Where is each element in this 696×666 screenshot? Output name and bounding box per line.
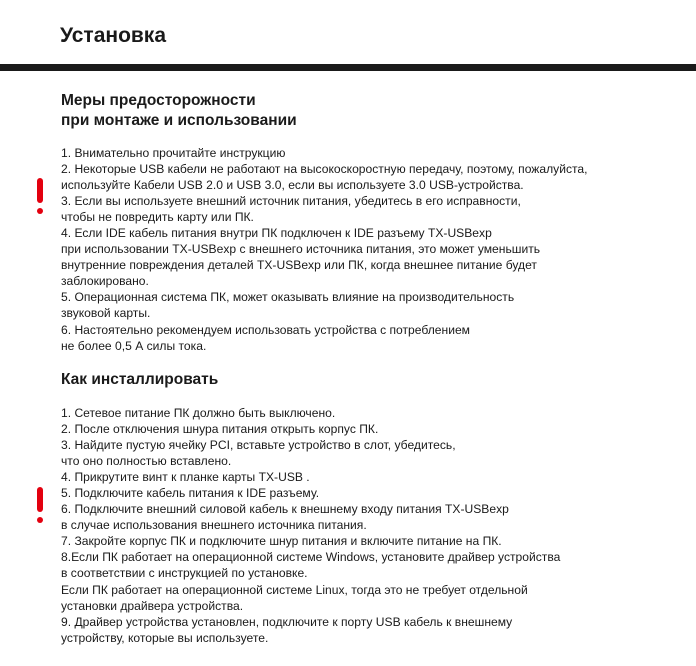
exclamation-dot [37,208,43,214]
list-item: 6. Подключите внешний силовой кабель к внешнему входу питания TX-USBexp [61,502,509,517]
list-item: 7. Закройте корпус ПК и подключите шнур питания и включите питание на ПК. [61,534,502,549]
list-item: 4. Если IDE кабель питания внутри ПК подключен к IDE разъему TX-USBexp [61,226,492,241]
exclamation-dot [37,517,43,523]
list-item: 2. После отключения шнура питания открыть корпус ПК. [61,422,379,437]
page-title: Установка [60,24,166,47]
exclamation-bar [37,178,43,203]
list-item: устройству, которые вы используете. [61,630,269,645]
precautions-list [61,145,588,354]
exclamation-bar [37,487,43,512]
list-item: 3. Если вы используете внешний источник питания, убедитесь в его исправности, [61,194,521,209]
list-item: в соответствии с инструкцией по установке. [61,566,308,581]
list-item: что оно полностью вставлено. [61,454,232,469]
list-item: заблокировано. [61,274,149,289]
list-item: 5. Подключите кабель питания к IDE разъему. [61,486,320,501]
list-item: чтобы не повредить карту или ПК. [61,210,254,225]
install-steps-list [61,405,560,646]
section-title-install [61,370,218,390]
list-item: при использовании TX-USBexp с внешнего источника питания, это может уменьшить [61,242,541,257]
list-item: Если ПК работает на операционной системе Linux, тогда это не требует отдельной [61,582,528,597]
list-item: не более 0,5 А силы тока. [61,338,207,353]
list-item: используйте Кабели USB 2.0 и USB 3.0, если вы используете 3.0 USB-устройства. [61,178,524,193]
section-title-line: Как инсталлировать [61,371,219,388]
list-item: 5. Операционная система ПК, может оказывать влияние на производительность [61,290,515,305]
exclamation-icon [33,487,47,527]
list-item: 1. Сетевое питание ПК должно быть выключено. [61,406,336,420]
list-item: 8.Если ПК работает на операционной системе Windows, установите драйвер устройства [61,550,561,565]
list-item: 3. Найдите пустую ячейку PCI, вставьте устройство в слот, убедитесь, [61,438,456,453]
list-item: в случае использования внешнего источника питания. [61,518,367,533]
list-item: 4. Прикрутите винт к планке карты TX-USB . [61,470,310,485]
list-item: установки драйвера устройства. [61,598,244,613]
section-title-line: Меры предосторожности [61,92,256,109]
section-title-line: при монтаже и использовании [61,112,297,129]
list-item: 2. Некоторые USB кабели не работают на высокоскоростную передачу, поэтому, пожалуйста, [61,162,588,177]
list-item: 9. Драйвер устройства установлен, подключите к порту USB кабель к внешнему [61,614,513,629]
exclamation-icon [33,178,47,218]
title-divider [0,64,696,71]
list-item: 1. Внимательно прочитайте инструкцию [61,146,286,160]
list-item: внутренние повреждения деталей TX-USBexp или ПК, когда внешнее питание будет [61,258,537,273]
list-item: звуковой карты. [61,306,151,321]
list-item: 6. Настоятельно рекомендуем использовать устройства с потреблением [61,322,471,337]
section-title-precautions [61,91,297,131]
